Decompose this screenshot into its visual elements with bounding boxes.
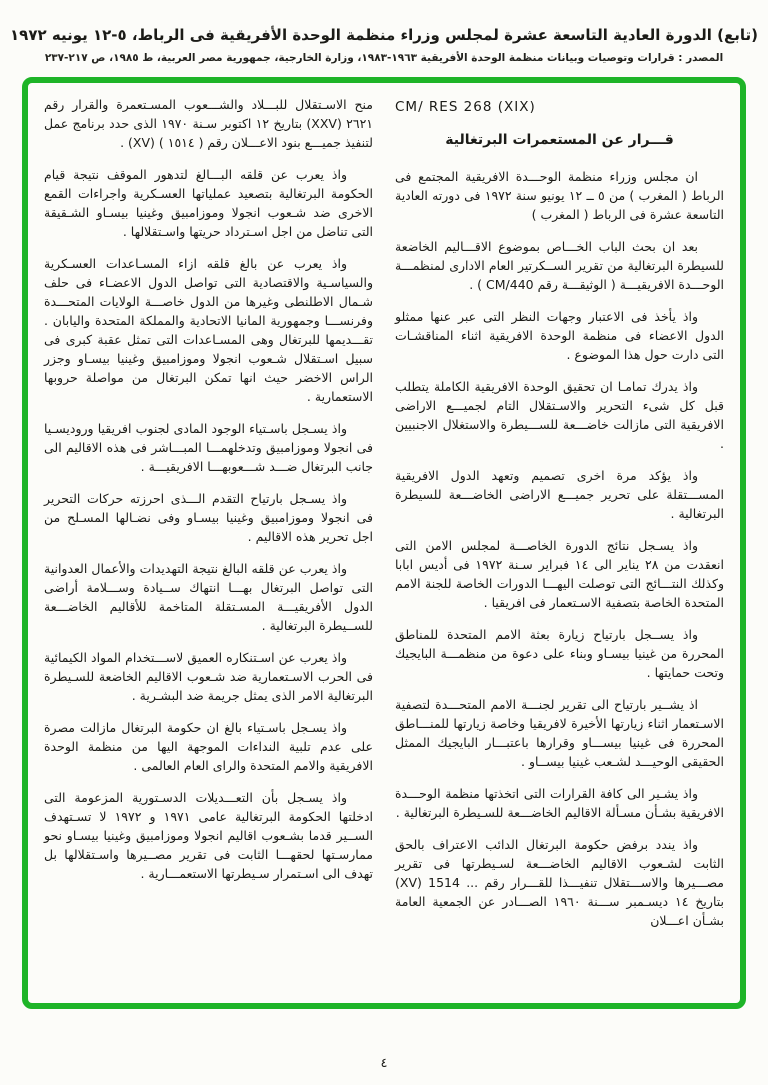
paragraph: واذ يعرب عن اسـتنكاره العميق لاســـتخدام المواد الكيمائية فى الحرب الاسـتعمارية ضد شـعوب الاقاليم الخاضعة للسـيطرة البرتغالية الامر الذى يمثل جريمة ضد البشـرية . — [44, 650, 373, 703]
paragraph: واذ يشـير الى كافة القرارات التى اتخذتها منظمة الوحـــدة الافريقية بشـأن مسـألة الاقاليم الخاضـــعة للسـيطرة البرتغالية . — [395, 785, 724, 820]
resolution-code: CM/ RES 268 (XIX) — [395, 99, 536, 115]
column-left-resolution-continuation — [44, 95, 373, 993]
paragraph: واذ يسـجل بأن التعـــديلات الدسـتورية المزعومة التى ادخلتها الحكومة البرتغالية عامى ١٩٧١ و ١٩٧٢ لا تسـتهدف الســير قدما بشـعوب اقاليم انجولا وموزامبيق وغينيا بيسـاو نحو ممارسـتها لحقهـــا الثابت فى تقرير مصــيرها واسـتقلالها بل تهدف الى اسـتمرار سـيطرتها الاستعمـــارية . — [44, 790, 373, 881]
source-citation: المصدر : قرارات وتوصيات وبيانات منظمة الوحدة الأفريقية ١٩٦٣-١٩٨٣، وزارة الخارجية، جمهورية مصر العربية، ط ١٩٨٥، ص ٢١٧-٢٣٧ — [44, 52, 724, 64]
paragraph: واذ يندد برفض حكومة البرتغال الدائب الاعتراف بالحق الثابت لشـعوب الاقاليم الخاضـــعة لسـيطرتها فى تقرير مصـــيرها والاســـتقلال تنفيـــذا للقـــرار رقم ... ‏1514 (XV) بتاريخ ١٤ ديسـمبر ســـنة ١٩٦٠ الصـــادر عن الجمعية العامة بشـأن اعـــلان — [395, 836, 725, 928]
paragraph: واذ يدرك تمامـا ان تحقيق الوحدة الافريقية الكاملة يتطلب قبل كل شىء التحرير والاسـتقلال التام لجميـــع الاراضى الافريقية التى مازالت خاضـــعة للســـيطرة والاستغلال الاجنبيين . — [395, 378, 724, 451]
paragraph: اذ يشــير بارتياح الى تقرير لجنـــة الامم المتحـــدة لتصفية الاسـتعمار اثناء زيارتها الأخيرة لافريقيا وخاصة زيارتها للمنـــاطق المحررة فى غينيا بيســـاو وقرارها باعتبـــار البايجيك الممثل الحقيقى الوحيـــد لشـعب غينيا بيســاو . — [395, 696, 724, 769]
paragraph: واذ يسـجل نتائج الدورة الخاصـــة لمجلس الامن التى انعقدت من ٢٨ يناير الى ١٤ فبراير سـنة ١٩٧٢ فى أديس ابابا وكذلك النتـــائج التى توصلت اليهـــا الدورات الخاصة للجنة الامم المتحدة الخاصة بتصفية الاسـتعمار فى افريقيا . — [395, 537, 724, 610]
paragraph: واذ يسـجل بارتياح التقدم الـــذى احرزته حركات التحرير فى انجولا وموزامبيق وغينيا بيسـاو وفى نضـالها المسـلح من اجل تحرير هذه الاقاليم . — [44, 491, 373, 544]
paragraph: واذ يسـجل باسـتياء الوجود المادى لجنوب افريقيا وروديسـيا فى انجولا وموزامبيق وتدخلهمـــا المبـــاشر فى هذه الاقاليم الى جانب البرتغال ضـــد شـــعوبهـــا الافريقيـــة . — [44, 421, 373, 474]
paragraph: واذ يعرب عن بالغ قلقه ازاء المسـاعدات العسـكرية والسياسـية والاقتصادية التى تواصل الدول الاعضـاء فى حلف شـمال الاطلنطى وغيرها من الدول خاصـــة الولايات المتحـــدة وفرنســـا وجمهورية المانيا الاتحادية والمملكة المتحدة واليابان . تقـــديمها للبرتغال وهى المسـاعدات التى تمثل عقبة كبرى فى سبيل اسـتقلال شـعوب انجولا وموزامبيق وغينيا بيسـاو وجزر الراس الاخضر حيث انها تمكن البرتغال من مواصلة حروبها الاستعمارية . — [44, 256, 373, 404]
paragraph: واذ يأخذ فى الاعتبار وجهات النظر التى عبر عنها ممثلو الدول الاعضاء فى منظمة الوحدة الافريقية اثناء المناقشـات التى دارت حول هذا الموضوع . — [395, 308, 724, 362]
session-title: (تابع) الدورة العادية التاسعة عشرة لمجلس وزراء منظمة الوحدة الأفريقية فى الرباط، ٥-١٢ يونيه ١٩٧٢ — [10, 26, 758, 44]
paragraph: واذ يعرب عن قلقه البـــالغ لتدهور الموقف نتيجة قيام الحكومة البرتغالية بتصعيد عملياتها العسـكرية واجراءات القمع الاخرى ضد شـعوب انجولا وموزامبيق وغينيا بيسـاو الشـقيقة التى تناضل من اجل اسـترداد حريتها واسـتقلالها . — [44, 167, 373, 239]
page-header — [0, 0, 768, 64]
paragraph: واذ يؤكد مرة اخرى تصميم وتعهد الدول الافريقية المســـتقلة على تحرير جميـــع الاراضى الخاضـــعة للسيطرة البرتغالية . — [395, 467, 724, 521]
paragraph: ان مجلس وزراء منظمة الوحـــدة الافريقية المجتمع فى الرباط ( المغرب ) من ٥ ــ ١٢ يونيو سنة ١٩٧٢ فى دورته العادية التاسعة عشرة فى الرباط ( المغرب ) — [395, 168, 724, 222]
resolution-title: قـــرار عن المستعمرات البرتغالية — [445, 131, 674, 148]
paragraph: بعد ان بحث الباب الخـــاص بموضوع الاقـــاليم الخاضعة للسيطرة البرتغالية من تقرير الســكرتير العام الادارى لمنظمـــة الوحـــدة الافريقيـــة ( الوثيقـــة رقم CM/440 ) . — [395, 238, 724, 292]
column-right-resolution-start — [395, 95, 724, 993]
green-border-frame — [22, 77, 746, 1009]
paragraph: واذ يعرب عن قلقه البالغ نتيجة التهديدات والأعمال العدوانية التى تواصل البرتغال بهـــا انتهاك ســيادة وســـلامة أراضى الدول الأفريقيـــة المسـتقلة المتاخمة للأقاليم الخاضـــعة للســيطرة البرتغالية . — [44, 561, 373, 633]
paragraph: واذ يسـجل باسـتياء بالغ ان حكومة البرتغال مازالت مصرة على عدم تلبية النداءات الموجهة اليها من منظمة الوحدة الافريقية والامم المتحدة والراى العام العالمى . — [44, 720, 373, 773]
page-number: ٤ — [380, 1056, 388, 1071]
paragraph: منح الاسـتقلال للبـــلاد والشـــعوب المسـتعمرة والقرار رقم ٢٦٢١ (XXV) بتاريخ ١٢ اكتوبر سـنة ١٩٧٠ الذى حدد برنامج عمل لتنفيذ جميـــع بنود الاعـــلان رقم ( ١٥١٤ ) (XV) . — [44, 97, 374, 150]
paragraph: واذ يســجل بارتياح زيارة بعثة الامم المتحدة للمناطق المحررة من غينيا بيسـاو وبناء على دعوة من منظمـــة البايجيك وتحت حمايتها . — [395, 626, 724, 680]
